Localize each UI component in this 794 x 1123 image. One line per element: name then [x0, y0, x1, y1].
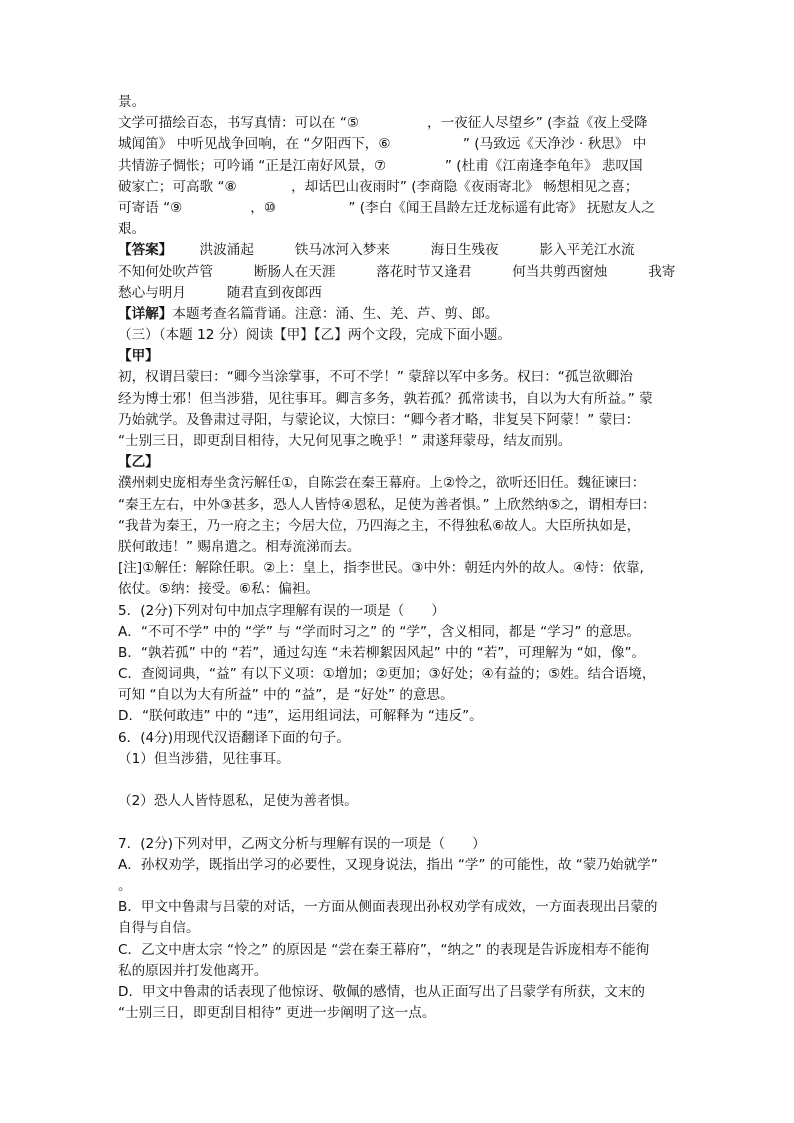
document-body	[118, 92, 680, 1024]
answer-space	[118, 812, 680, 833]
intro-section	[118, 92, 680, 240]
passage-line: 濮州刺史庞相寿坐贪污解任①，自陈尝在秦王幕府。上②怜之，欲听还旧任。魏征谏曰：	[118, 475, 646, 492]
passage-label: 【乙】	[118, 454, 159, 471]
question-6	[118, 728, 680, 834]
answer-line	[118, 240, 680, 261]
explanation-line	[118, 304, 680, 325]
question-stem: 5．(2分)下列对句中加点字理解有误的一项是（ ）	[118, 602, 445, 619]
passage-line: “秦王左右，中外③甚多，恐人人皆恃④恩私，足使为善者惧。” 上欣然纳⑤之，谓相寿曰：	[118, 496, 656, 513]
explanation-text: 本题考查名篇背诵。注意：涌、生、羌、芦、剪、郎。	[172, 305, 499, 322]
notes	[118, 558, 680, 600]
text-line: 城闻笛》 中听见战争回响，在 “夕阳西下，⑥ ” (马致远《天净沙 · 秋思》 中	[118, 136, 647, 153]
answer-text: 洪波涌起 铁马冰河入梦来 海日生残夜 影入平羌江水流	[172, 242, 635, 259]
question-7	[118, 834, 680, 1025]
passage-line: “我昔为秦王，乃一府之主；今居大位，乃四海之主，不得独私⑥故人。大臣所执如是，	[118, 517, 641, 534]
text-line: 景。	[118, 94, 146, 110]
answer-space	[118, 770, 680, 791]
translation-item: （2）恐人人皆恃恩私，足使为善者惧。	[118, 793, 358, 810]
option-line: 自得与自信。	[118, 920, 200, 937]
passage-line: “士别三日，即更刮目相待，大兄何见事之晚乎！” 肃遂拜蒙母，结友而别。	[118, 433, 572, 449]
question-stem: 7．(2分)下列对甲，乙两文分析与理解有误的一项是（ ）	[118, 835, 486, 852]
text-line: 艰。	[118, 221, 146, 238]
passage-jia	[118, 346, 680, 452]
option-line: 可知 “自以为大有所益” 中的 “益”，是 “好处” 的意思。	[118, 687, 454, 704]
text-line: 文学可描绘百态，书写真情：可以在 “⑤ ，一夜征人尽望乡” (李益《夜上受降	[118, 115, 648, 132]
passage-label: 【甲】	[118, 348, 159, 365]
section-title: （三）（本题 12 分）阅读【甲】【乙】两个文段，完成下面小题。	[118, 327, 511, 344]
option-line: D．甲文中鲁肃的话表现了他惊讶、敬佩的感情，也从正面写出了吕蒙学有所获，文末的	[118, 983, 646, 1000]
answer-line: 愁心与明月 随君直到夜郎西	[118, 284, 322, 301]
question-5	[118, 601, 680, 728]
option-line: A．“不可不学” 中的 “学” 与 “学而时习之” 的 “学”，含义相同，都是 “学习” 的意思。	[118, 623, 641, 640]
question-stem: 6．(4分)用现代汉语翻译下面的句子。	[118, 729, 350, 746]
answer-section	[118, 240, 680, 304]
note-line: 依仗。⑤纳：接受。⑥私：偏袒。	[118, 581, 320, 598]
option-line: B．甲文中鲁肃与吕蒙的对话，一方面从侧面表现出孙权劝学有成效，一方面表现出吕蒙的	[118, 899, 658, 916]
passage-line: 朕何敢违！” 赐帛遣之。相寿流涕而去。	[118, 538, 361, 555]
option-line: C．查阅词典，“益” 有以下义项：①增加；②更加；③好处；④有益的；⑤姓。结合语境，	[118, 666, 656, 683]
answer-label: 【答案】	[118, 242, 173, 259]
option-line: B．“孰若孤” 中的 “若”，通过勾连 “未若柳絮因风起” 中的 “若”，可理解为 “如，像”。	[118, 644, 646, 661]
option-line: “士别三日，即更刮目相待” 更进一步阐明了这一点。	[118, 1005, 436, 1022]
option-line: A．孙权劝学，既指出学习的必要性，又现身说法，指出 “学” 的可能性，故 “蒙乃始就学”	[118, 856, 658, 873]
option-line: 。	[118, 877, 132, 894]
option-line: C．乙文中唐太宗 “怜之” 的原因是 “尝在秦王幕府”，“纳之” 的表现是告诉庞相寿不能徇	[118, 941, 650, 958]
translation-item: （1）但当涉猎，见往事耳。	[118, 750, 290, 767]
explanation-label: 【详解】	[118, 305, 173, 322]
text-line: 可寄语 “⑨ ，⑩ ” (李白《闻王昌龄左迁龙标遥有此寄》 抚慰友人之	[118, 199, 655, 216]
passage-line: 初，权谓吕蒙曰：“卿今当涂掌事，不可不学！” 蒙辞以军中多务。权曰：“孤岂欲卿治	[118, 369, 633, 386]
answer-line: 不知何处吹芦管 断肠人在天涯 落花时节又逢君 何当共剪西窗烛 我寄	[118, 263, 676, 280]
note-line: [注]①解任：解除任职。②上：皇上，指李世民。③中外：朝廷内外的故人。④恃：依靠,	[118, 560, 644, 577]
passage-line: 经为博士邪！但当涉猎，见往事耳。卿言多务，孰若孤？孤常读书，自以为大有所益。” 蒙	[118, 390, 653, 407]
option-line: 私的原因并打发他离开。	[118, 962, 268, 979]
text-line: 共情游子惆怅；可吟诵 “正是江南好风景，⑦ ” (杜甫《江南逢李龟年》 悲叹国	[118, 157, 643, 174]
passage-yi	[118, 452, 680, 558]
option-line: D．“朕何敢违” 中的 “违”，运用组词法，可解释为 “违反”。	[118, 708, 483, 725]
passage-line: 乃始就学。及鲁肃过寻阳，与蒙论议，大惊曰：“卿今者才略，非复吴下阿蒙！” 蒙曰：	[118, 411, 640, 428]
text-line: 破家亡；可高歌 “⑧ ，却话巴山夜雨时” (李商隐《夜雨寄北》 畅想相见之喜；	[118, 178, 639, 195]
